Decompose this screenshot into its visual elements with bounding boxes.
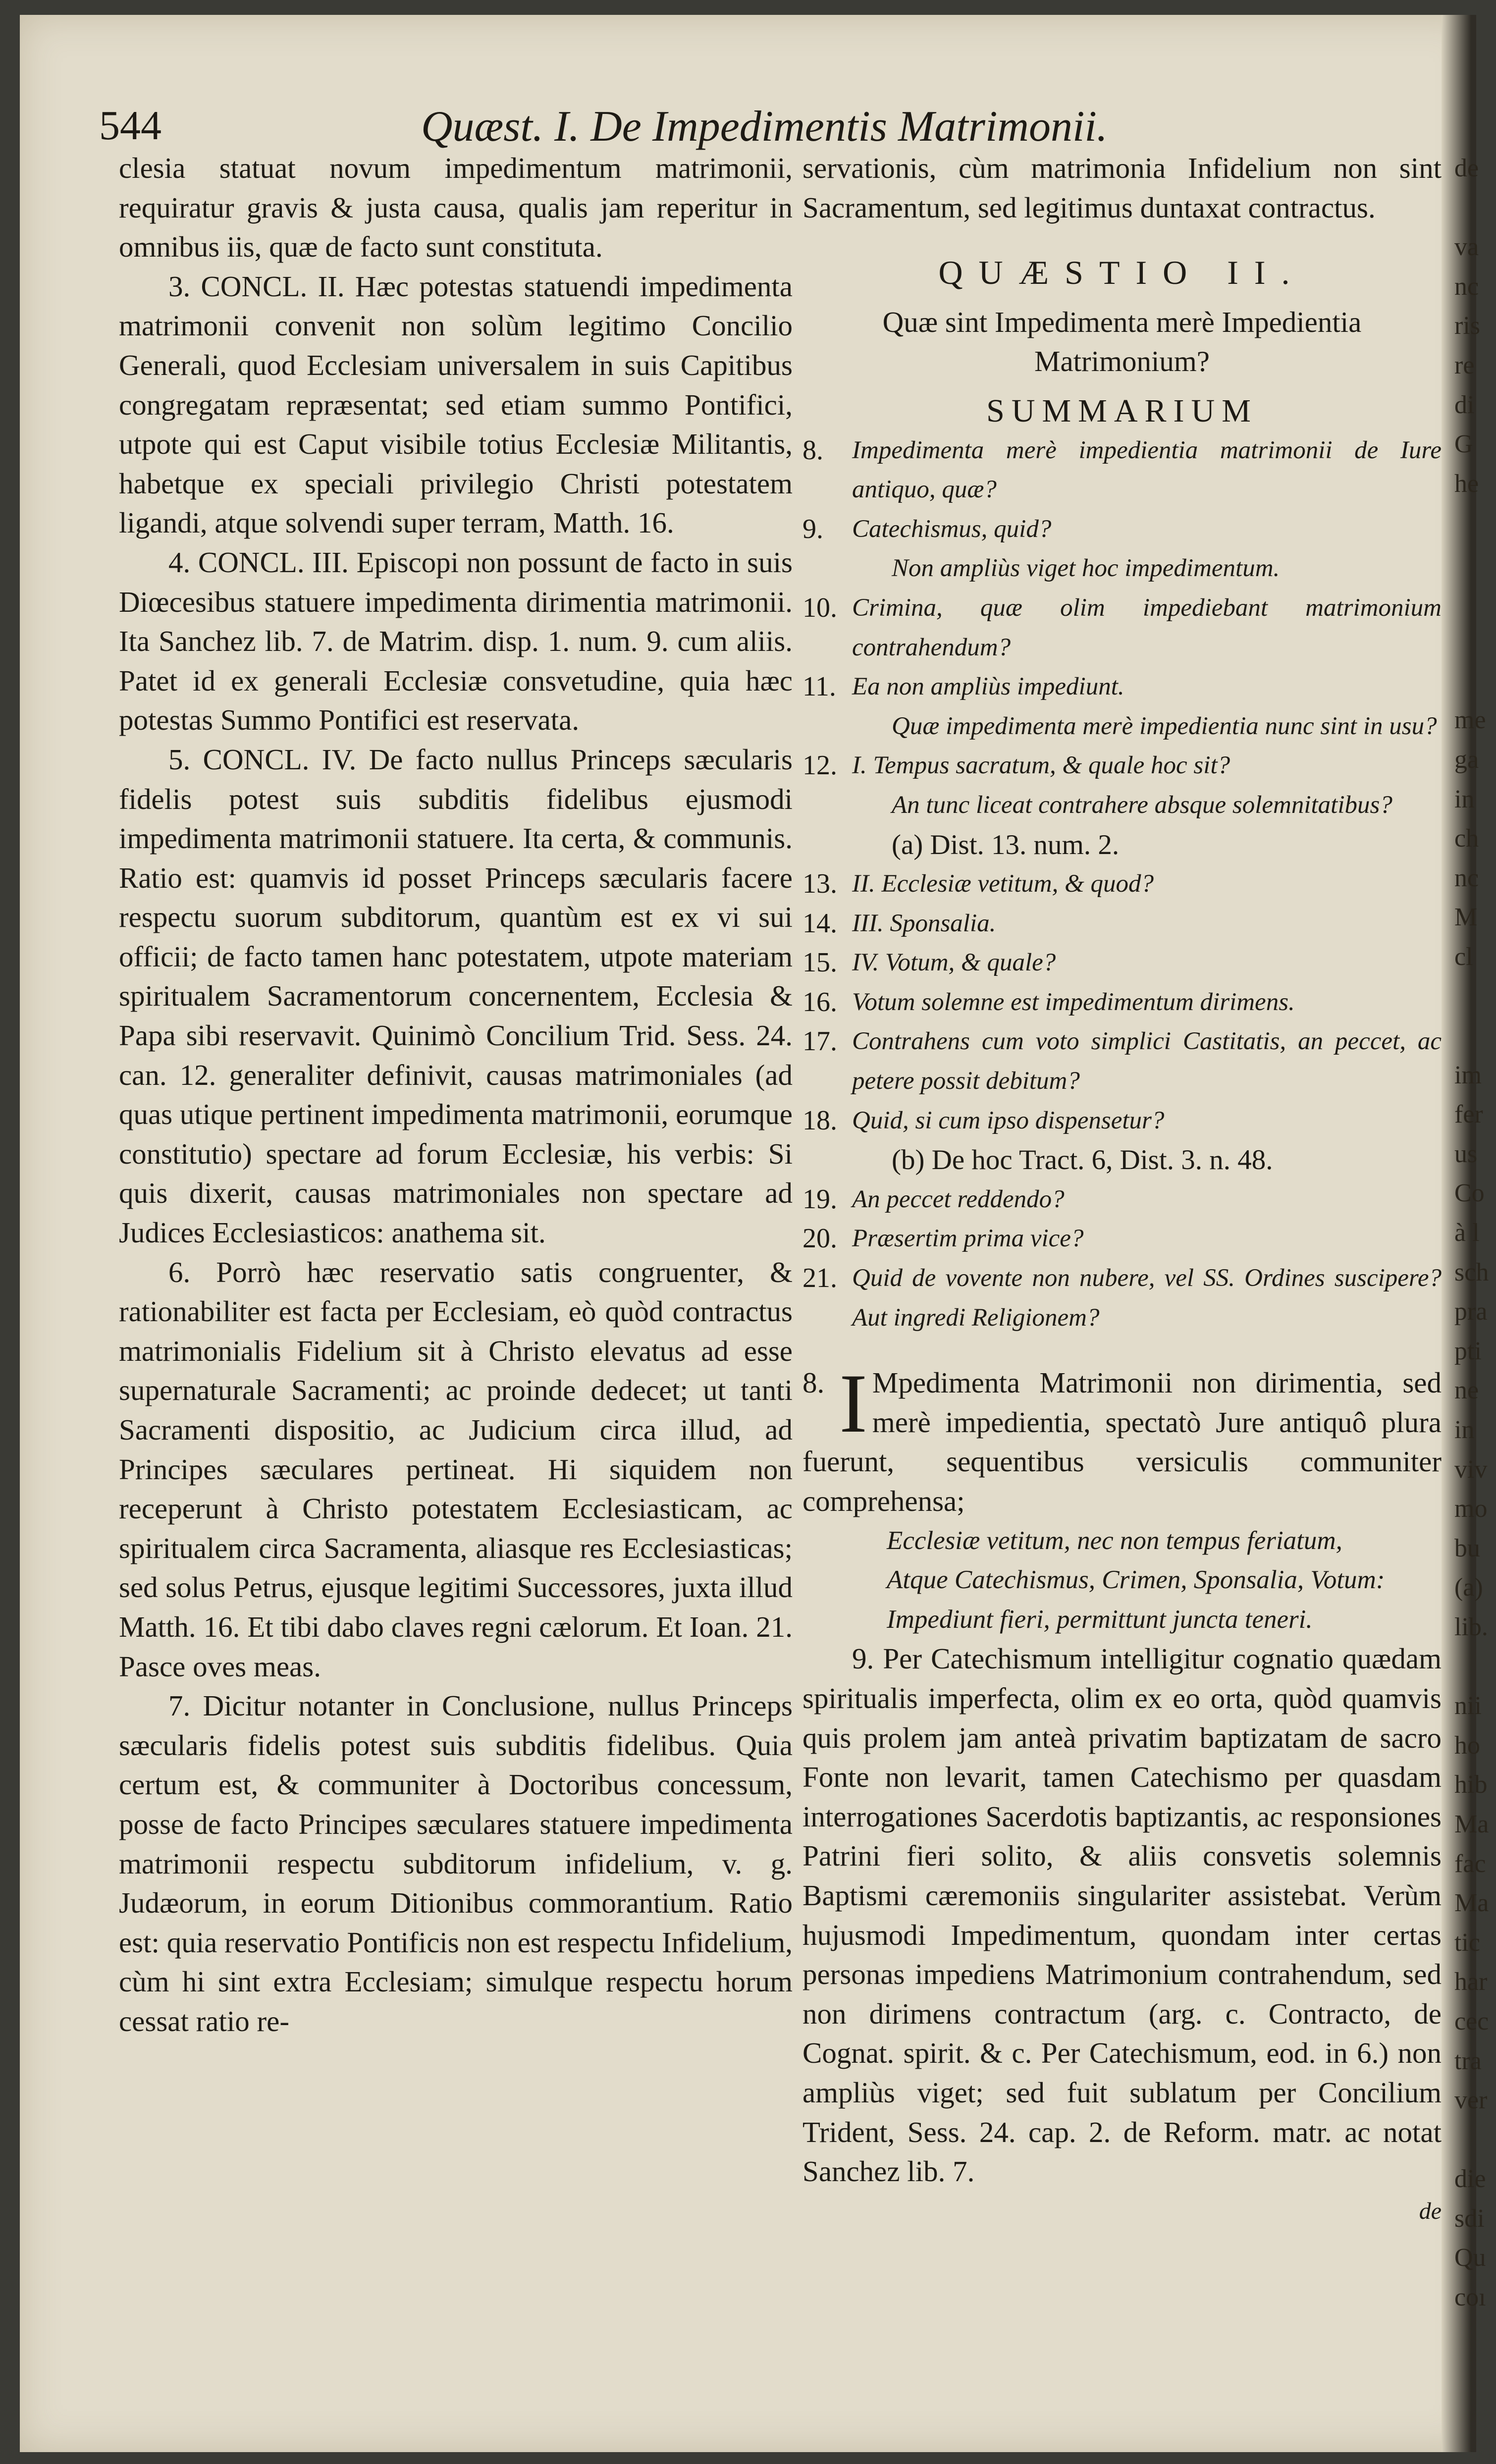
summary-item-number: 19. xyxy=(802,1183,837,1215)
summary-item-number: 11. xyxy=(802,671,836,702)
edge-fragment: nc xyxy=(1454,863,1479,892)
edge-fragment: cl xyxy=(1454,942,1473,971)
summary-item-text: Ea non ampliùs impediunt. xyxy=(852,673,1124,701)
edge-fragment: Co xyxy=(1454,1179,1485,1208)
edge-fragment: M xyxy=(1454,903,1478,932)
summary-item-text: Crimina, quæ olim impediebant matrimonium contrahendum? xyxy=(852,593,1442,661)
edge-fragment: bu xyxy=(1454,1534,1480,1562)
edge-fragment: re xyxy=(1454,351,1475,379)
verse-line: Ecclesiæ vetitum, nec non tempus feriatum, xyxy=(887,1526,1342,1555)
summary-item xyxy=(802,1022,1442,1101)
summary-item-number: 21. xyxy=(802,1263,837,1294)
summary-note: (b) De hoc Tract. 6, Dist. 3. n. 48. xyxy=(892,1144,1273,1176)
page-number: 544 xyxy=(99,103,161,149)
edge-fragment xyxy=(1454,188,1484,228)
summary-item-number: 15. xyxy=(802,947,837,978)
edge-fragment: fac xyxy=(1454,1849,1486,1878)
edge-fragment: sdi xyxy=(1454,2204,1485,2233)
edge-fragment: nii xyxy=(1454,1692,1482,1720)
summary-item-number: 16. xyxy=(802,986,837,1018)
paragraph: 7. Dicitur notanter in Conclusione, nullus Princeps sæcularis fidelis potest suis subditis fidelibus. Quia certum est, & communiter à Doctoribus concessum, posse de facto Principes sæculares statuere impedimenta matrimonii respectu subditorum infidelium, v. g. Judæorum, in eorum Ditionibus commorantium. Ratio est: quia reservatio Pontificis non est respectu Infidelium, cùm hi sint extra Ecclesiam; simulque respectu horum cessat ratio re- xyxy=(119,1689,793,2037)
edge-fragment xyxy=(1454,622,1484,661)
edge-fragment xyxy=(1454,543,1484,583)
edge-fragment: cec xyxy=(1454,2007,1489,2035)
summary-item-text: An peccet reddendo? xyxy=(852,1185,1065,1213)
summary-note: (a) Dist. 13. num. 2. xyxy=(892,829,1120,860)
question-subtitle: Quæ sint Impedimenta merè Impedientia Matrimonium? xyxy=(882,305,1362,378)
paragraph-9: 9. Per Catechismum intelligitur cognatio quædam spiritualis imperfecta, olim ex eo orta, quòd quamvis quis prolem jam anteà privatim baptizatam de sacro Fonte non levarit, tamen Catechismo per quasdam interrogationes Sacerdotis baptizantis, ac responsiones Patrini fieri solito, & aliis consvetis solemnis Baptismi cæremoniis singulariter assistebat. Verùm hujusmodi Impedimentum, quondam inter certas personas impediens Matrimonium contrahendum, sed non dirimens contractum (arg. c. Contracto, de Cognat. spirit. & c. Per Catechismum, eod. in 6.) non ampliùs viget; sed fuit sublatum per Concilium Trident, Sess. 24. cap. 2. de Reform. matr. ac notat Sanchez lib. 7. xyxy=(802,1642,1442,2188)
summary-item-text: II. Ecclesiæ vetitum, & quod? xyxy=(852,870,1154,898)
edge-fragment: Ma xyxy=(1454,1810,1489,1838)
page-header xyxy=(99,102,1446,151)
edge-fragment: di xyxy=(1454,390,1475,419)
paragraph-text: Mpedimenta Matrimonii non dirimentia, sed merè impedientia, spectatò Jure antiquô plura fuerunt, sequentibus versiculis communiter comprehensa; xyxy=(802,1366,1442,1517)
summary-list xyxy=(802,431,1442,1338)
summary-item-text: III. Sponsalia. xyxy=(852,909,996,937)
edge-fragment: me xyxy=(1454,706,1486,735)
summary-item-number: 9. xyxy=(802,513,823,544)
summary-item xyxy=(802,667,1442,707)
summary-item xyxy=(802,1219,1442,1259)
summary-item-continuation: Quæ impedimenta merè impedientia nunc sint in usu? xyxy=(892,712,1437,740)
edge-fragment: in xyxy=(1454,785,1475,813)
summary-item-text: Impedimenta merè impedientia matrimonii de Iure antiquo, quæ? xyxy=(852,436,1442,504)
summary-item-text: IV. Votum, & quale? xyxy=(852,949,1056,977)
summary-item-text: Contrahens cum voto simplici Castitatis, an peccet, ac petere possit debitum? xyxy=(852,1027,1442,1095)
edge-fragment: pti xyxy=(1454,1337,1482,1365)
summary-item-continuation: Non ampliùs viget hoc impedimentum. xyxy=(892,554,1280,583)
summary-item xyxy=(802,904,1442,944)
edge-fragment: G xyxy=(1454,430,1473,459)
edge-fragment: sch xyxy=(1454,1258,1489,1286)
summary-item xyxy=(802,1259,1442,1338)
edge-fragment: coı xyxy=(1454,2283,1486,2312)
edge-fragment: ga xyxy=(1454,745,1479,774)
edge-fragment: (a) xyxy=(1454,1573,1483,1602)
edge-fragment: Qu xyxy=(1454,2244,1486,2272)
paragraph: 5. CONCL. IV. De facto nullus Princeps sæcularis fidelis potest suis subditis fidelibus ejusmodi impedimenta matrimonii statuere. Ita certa, & communis. Ratio est: quamvis id posset Princeps sæcularis facere respectu suorum subditorum, quantùm est ex vi sui officii; de facto tamen hanc potestatem, utpote materiam spiritualem Sacramentorum concernentem, Ecclesia & Papa sibi reservavit. Quinimò Concilium Trid. Sess. 24. can. 12. generaliter definivit, causas matrimoniales (ad quas utique pertinent impedimenta matrimonii, eorumque constitutio) spectare ad forum Ecclesiæ, his verbis: Si quis dixerit, causas matrimoniales non spectare ad Judices Ecclesiasticos: anathema sit. xyxy=(119,743,793,1249)
catchword: de xyxy=(1419,2197,1442,2224)
edge-fragment: viv xyxy=(1454,1455,1488,1484)
summary-item xyxy=(802,1101,1442,1141)
edge-fragment: he xyxy=(1454,469,1479,498)
edge-fragment: ne xyxy=(1454,1376,1479,1405)
edge-fragment xyxy=(1454,1016,1484,1056)
summary-item-number: 10. xyxy=(802,592,837,623)
edge-fragment: va xyxy=(1454,233,1479,262)
edge-fragment: tic xyxy=(1454,1928,1480,1957)
summary-item xyxy=(802,943,1442,983)
edge-fragment xyxy=(1454,503,1484,543)
summary-item xyxy=(802,983,1442,1022)
verse-line: Atque Catechismus, Crimen, Sponsalia, Votum: xyxy=(887,1565,1385,1595)
verse-line: Impediunt fieri, permittunt juncta teneri. xyxy=(887,1605,1313,1634)
drop-cap: I xyxy=(839,1357,867,1450)
edge-fragment: pra xyxy=(1454,1297,1488,1326)
summary-item-continuation: An tunc liceat contrahere absque solemnitatibus? xyxy=(892,791,1392,819)
edge-fragment xyxy=(1454,661,1484,701)
summary-item-text: Quid, si cum ipso dispensetur? xyxy=(852,1106,1165,1134)
edge-fragment: nc xyxy=(1454,272,1479,301)
paragraph: 4. CONCL. III. Episcopi non possunt de facto in suis Diœcesibus statuere impedimenta dirimentia matrimonii. Ita Sanchez lib. 7. de Matrim. disp. 1. num. 9. cum aliis. Patet id ex generali Ecclesiæ consvetudine, quia hæc potestas Summo Pontifici est reservata. xyxy=(119,545,793,737)
running-head: Quæst. I. De Impedimentis Matrimonii. xyxy=(421,103,1108,151)
summary-item-text: Præsertim prima vice? xyxy=(852,1225,1084,1253)
summary-item-number: 20. xyxy=(802,1223,837,1254)
paragraph: servationis, cùm matrimonia Infidelium non sint Sacramentum, sed legitimus duntaxat contractus. xyxy=(802,152,1442,224)
edge-fragment: har xyxy=(1454,1968,1488,1996)
summary-item xyxy=(802,431,1442,510)
edge-fragment xyxy=(1454,2120,1484,2160)
edge-fragment xyxy=(1454,1647,1484,1687)
summary-item-number: 18. xyxy=(802,1105,837,1136)
edge-fragment: die xyxy=(1454,2165,1486,2194)
summary-item xyxy=(802,864,1442,904)
paragraph-number: 8. xyxy=(802,1366,825,1399)
summary-item-text: Votum solemne est impedimentum dirimens. xyxy=(852,988,1295,1016)
paragraph: 3. CONCL. II. Hæc potestas statuendi impedimenta matrimonii convenit non solùm legitimo Concilio Generali, quod Ecclesiam universalem in suis Capitibus congregatam repræsentat; sed etiam summo Pontifici, utpote qui est Caput visibile totius Ecclesiæ Militantis, habetque ex speciali privilegio Christi potestatem ligandi, atque solvendi super terram, Matth. 16. xyxy=(119,269,793,539)
summary-item-text: Catechismus, quid? xyxy=(852,515,1052,543)
summary-item-number: 8. xyxy=(802,434,823,466)
question-title: QUÆSTIO II. xyxy=(938,254,1306,292)
edge-fragment: ris xyxy=(1454,312,1480,340)
summary-item xyxy=(802,1180,1442,1220)
paragraph: clesia statuat novum impedimentum matrimonii, requiratur gravis & justa causa, qualis jam reperitur in omnibus iis, quæ de facto sunt constituta. xyxy=(119,152,793,264)
paragraph-8 xyxy=(802,1357,1442,1521)
right-column xyxy=(802,149,1442,2231)
edge-fragment: de xyxy=(1454,154,1479,182)
edge-fragment: lib. xyxy=(1454,1612,1488,1641)
edge-fragment: in xyxy=(1454,1416,1475,1444)
summary-item xyxy=(802,589,1442,667)
summary-item-number: 12. xyxy=(802,750,837,781)
summary-item-number: 13. xyxy=(802,868,837,900)
edge-fragment xyxy=(1454,583,1484,622)
paragraph: 6. Porrò hæc reservatio satis congruenter, & rationabiliter est facta per Ecclesiam, eò quòd contractus matrimonialis Fidelium sit à Christo elevatus ad esse supernaturale Sacramenti; ac proinde dedecet; ut tanti Sacramenti dispositio, ac Judicium circa illud, ad Principes sæculares pertineat. Hi siquidem non receperunt à Christo potestatem Ecclesiasticam, ac spiritualem circa Sacramenta, aliasque res Ecclesiasticas; sed solus Petrus, ejusque legitimi Successores, juxta illud Matth. 16. Et tibi dabo claves regni cælorum. Et Ioan. 21. Pasce oves meas. xyxy=(119,1255,793,1683)
edge-fragment: hib xyxy=(1454,1770,1488,1799)
edge-fragment: fer xyxy=(1454,1100,1483,1129)
edge-fragment: Ma xyxy=(1454,1889,1489,1918)
summary-title: SUMMARIUM xyxy=(986,392,1258,429)
summary-item-text: Quid de vovente non nubere, vel SS. Ordines suscipere? Aut ingredi Religionem? xyxy=(852,1264,1442,1332)
edge-fragment: us xyxy=(1454,1139,1478,1168)
edge-fragment: ho xyxy=(1454,1731,1480,1760)
left-column xyxy=(119,149,793,2041)
summary-item xyxy=(802,746,1442,786)
edge-fragment: ver xyxy=(1454,2086,1488,2115)
edge-fragment: im xyxy=(1454,1061,1482,1089)
edge-fragment: ch xyxy=(1454,824,1479,853)
summary-item-text: I. Tempus sacratum, & quale hoc sit? xyxy=(852,751,1230,780)
edge-fragment: tra xyxy=(1454,2046,1482,2075)
summary-item-number: 14. xyxy=(802,908,837,939)
facing-page-edge-text xyxy=(1454,149,1489,2317)
edge-fragment xyxy=(1454,976,1484,1016)
edge-fragment: à l xyxy=(1454,1219,1480,1247)
summary-item-number: 17. xyxy=(802,1026,837,1057)
summary-item xyxy=(802,510,1442,549)
edge-fragment: mo xyxy=(1454,1495,1488,1523)
